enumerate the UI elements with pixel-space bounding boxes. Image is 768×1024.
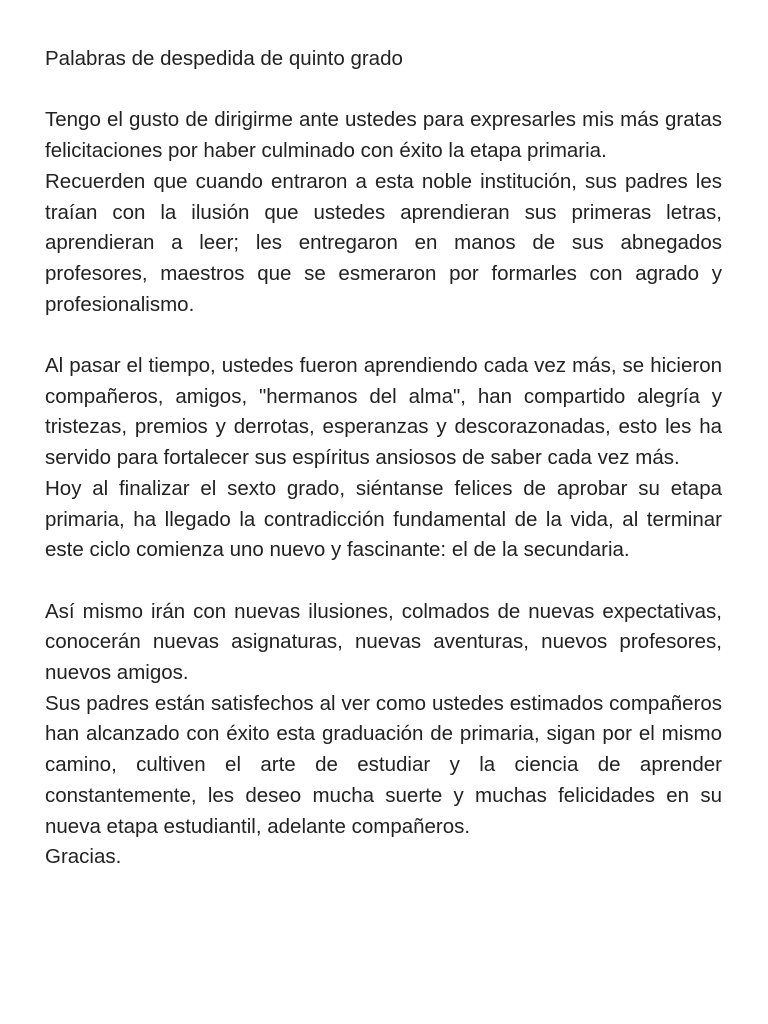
document-page (45, 44, 722, 873)
paragraph: Así mismo irán con nuevas ilusiones, colmados de nuevas expectativas, conocerán nuevas asignaturas, nuevas aventuras, nuevos profesores, nuevos amigos. (45, 599, 722, 685)
text-block-1 (45, 105, 722, 320)
paragraph: Al pasar el tiempo, ustedes fueron aprendiendo cada vez más, se hicieron compañeros, amigos, "hermanos del alma", han compartido alegría y tristezas, premios y derrotas, esperanzas y descorazonadas, esto les ha servido para fortalecer sus espíritus ansiosos de saber cada vez más. (45, 354, 722, 470)
text-block-3 (45, 597, 722, 873)
paragraph: Recuerden que cuando entraron a esta noble institución, sus padres les traían con la ilusión que ustedes aprendieran sus primeras letras, aprendieran a leer; les entregaron en manos de sus abnegados profesores, maestros que se esmeraron por formarles con agrado y profesionalismo. (45, 169, 722, 316)
paragraph: Gracias. (45, 845, 122, 869)
paragraph: Hoy al finalizar el sexto grado, siéntanse felices de aprobar su etapa primaria, ha llegado la contradicción fundamental de la vida, al terminar este ciclo comienza uno nuevo y fascinante: el de la secundaria. (45, 476, 722, 562)
text-block-2 (45, 351, 722, 566)
document-title: Palabras de despedida de quinto grado (45, 47, 403, 70)
paragraph: Sus padres están satisfechos al ver como ustedes estimados compañeros han alcanzado con éxito esta graduación de primaria, sigan por el mismo camino, cultiven el arte de estudiar y la ciencia de aprender constantemente, les deseo mucha suerte y muchas felicidades en su nueva etapa estudiantil, adelante compañeros. (45, 691, 722, 838)
paragraph: Tengo el gusto de dirigirme ante ustedes para expresarles mis más gratas felicitaciones por haber culminado con éxito la etapa primaria. (45, 108, 722, 163)
